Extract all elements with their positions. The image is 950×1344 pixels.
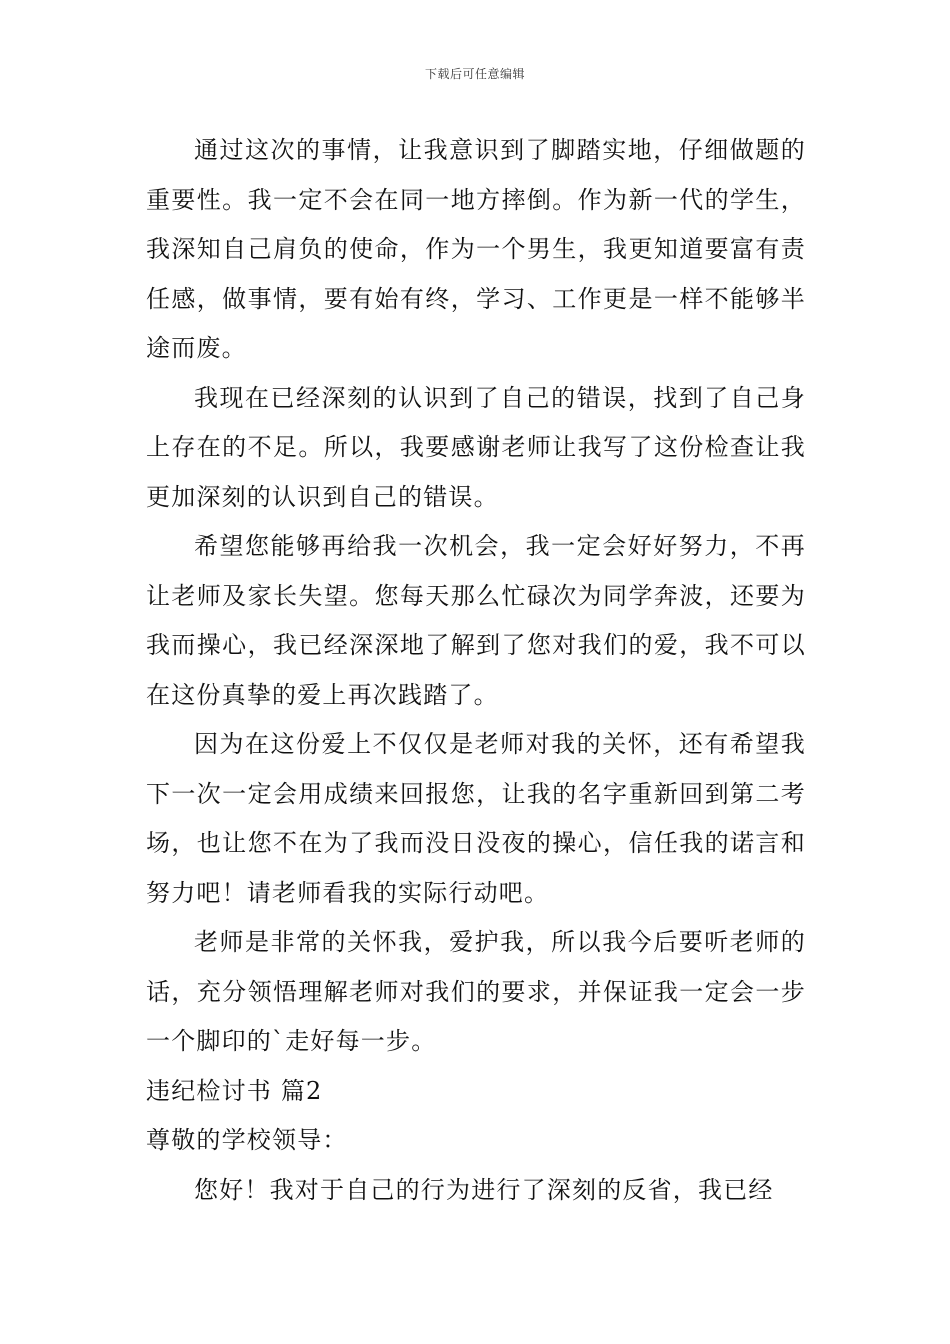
paragraph-1: 通过这次的事情，让我意识到了脚踏实地，仔细做题的重要性。我一定不会在同一地方摔倒。作为新一代的学生，我深知自己肩负的使命，作为一个男生，我更知道要富有责任感，做事情，要有始有终，学习、工作更是一样不能够半途而废。	[146, 136, 806, 362]
paragraph-2: 我现在已经深刻的认识到了自己的错误，找到了自己身上存在的不足。所以，我要感谢老师让我写了这份检查让我更加深刻的认识到自己的错误。	[146, 383, 806, 511]
paragraph-6: 您好！我对于自己的行为进行了深刻的反省，我已经	[194, 1175, 774, 1204]
page-header: 下载后可任意编辑	[424, 67, 525, 81]
paragraph-3: 希望您能够再给我一次机会，我一定会好好努力，不再让老师及家长失望。您每天那么忙碌次为同学奔波，还要为我而操心，我已经深深地了解到了您对我们的爱，我不可以在这份真挚的爱上再次践踏了。	[146, 532, 806, 709]
section-title: 违纪检讨书 篇2	[146, 1076, 323, 1105]
paragraph-4: 因为在这份爱上不仅仅是老师对我的关怀，还有希望我下一次一定会用成绩来回报您，让我的名字重新回到第二考场，也让您不在为了我而没日没夜的操心，信任我的诺言和努力吧！请老师看我的实际行动吧。	[146, 730, 806, 907]
document-body	[146, 126, 806, 1215]
salutation: 尊敬的学校领导：	[146, 1126, 348, 1154]
paragraph-5: 老师是非常的关怀我，爱护我，所以我今后要听老师的话，充分领悟理解老师对我们的要求，并保证我一定会一步一个脚印的`走好每一步。	[146, 928, 806, 1055]
